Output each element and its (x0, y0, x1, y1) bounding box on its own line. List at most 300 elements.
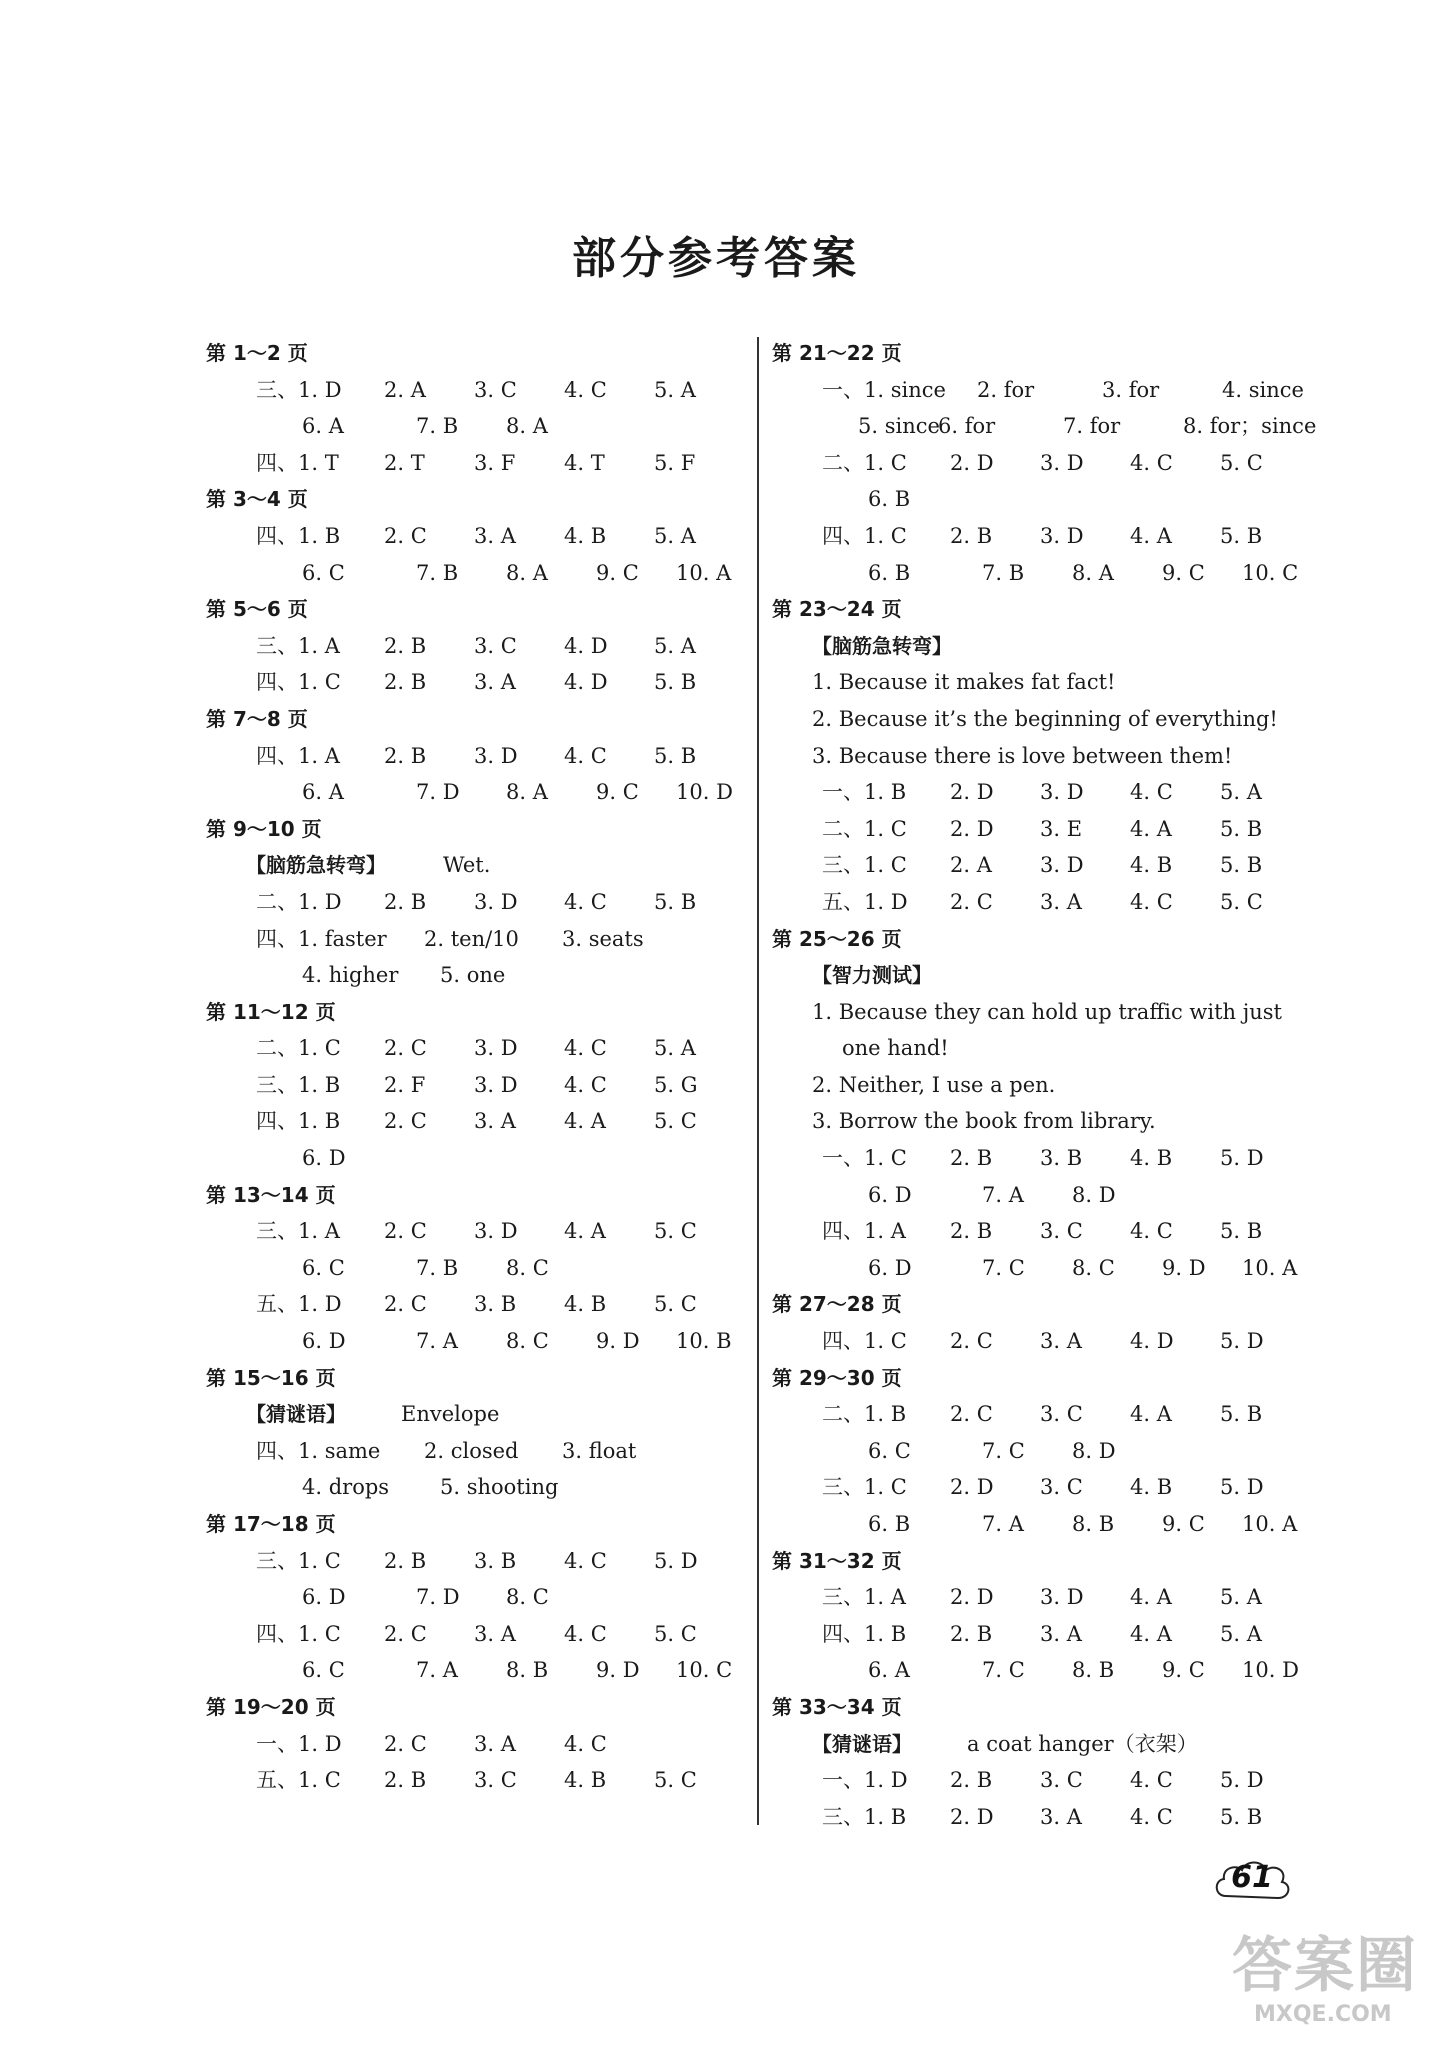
answer-cell: 6. D (868, 1255, 912, 1280)
answer-cell: 三、1. A (256, 633, 340, 658)
answer-cell: 2. C (384, 1219, 427, 1244)
answer-row (772, 1396, 1332, 1433)
answer-cell: 7. A (982, 1512, 1024, 1536)
answer-cell: 3. A (1040, 1329, 1082, 1354)
answer-cell: 3. D (1040, 450, 1084, 475)
answer-cell: 7. C (982, 1658, 1025, 1683)
page-number: 61 (1231, 1860, 1273, 1895)
answer-cell: 3. C (1040, 1768, 1083, 1793)
answer-cell: 二、1. C (822, 816, 907, 841)
answer-row (206, 628, 746, 665)
answer-cell: 四、1. B (256, 523, 341, 548)
answer-cell: 一、1. since (822, 377, 946, 402)
answer-row-continued (206, 1579, 746, 1616)
answer-cell: 4. C (564, 743, 607, 768)
answer-cell: 三、1. B (822, 1804, 907, 1829)
answer-cell: 5. one (440, 963, 506, 988)
answer-cell: 8. C (1072, 1255, 1115, 1280)
answer-cell: 5. B (1220, 523, 1263, 548)
answer-cell: 5. B (1220, 1804, 1263, 1829)
answer-cell: 3. D (474, 1219, 518, 1244)
answer-cell: 6. D (302, 1585, 346, 1610)
answer-row-continued (772, 1177, 1332, 1214)
answer-row (772, 811, 1332, 848)
answer-sentence (772, 1067, 1332, 1104)
answer-cell: 2. D (950, 1804, 994, 1829)
answer-cell: 5. B (654, 670, 697, 695)
answer-cell: 4. C (1130, 1804, 1173, 1829)
page-range-heading: 第 9～10 页 (206, 816, 322, 841)
puzzle-note (772, 628, 1332, 665)
answer-cell: 2. D (950, 450, 994, 475)
answer-row (206, 1616, 746, 1653)
answer-cell: 3. D (1040, 1585, 1084, 1610)
answer-cell: 9. C (1162, 560, 1205, 585)
page-title: 部分参考答案 (572, 233, 860, 284)
answer-cell: 2. B (384, 743, 427, 768)
answer-cell: 6. B (868, 487, 911, 512)
answer-cell: 5. B (1220, 853, 1263, 878)
answer-cell: 3. B (474, 1292, 517, 1317)
answer-row (206, 1067, 746, 1104)
answer-row (772, 445, 1332, 482)
left-answer-column (206, 335, 746, 1799)
answer-cell: 7. B (416, 1255, 459, 1280)
answer-row-continued (206, 408, 746, 445)
answer-cell: 3. C (474, 377, 517, 402)
answer-row-words-continued (772, 408, 1332, 445)
answer-cell: 10. A (1242, 1512, 1298, 1536)
answer-text: 3. Borrow the book from library. (812, 1109, 1156, 1134)
answer-cell: 四、1. C (256, 670, 341, 695)
answer-cell: 四、1. faster (256, 926, 387, 951)
answer-cell: 6. D (868, 1182, 912, 1207)
answer-cell: 四、1. same (256, 1438, 381, 1463)
answer-row (206, 372, 746, 409)
answer-row (772, 1799, 1332, 1836)
page-range-heading: 第 13～14 页 (206, 1182, 336, 1207)
answer-cell: 7. A (416, 1658, 458, 1683)
answer-cell: 9. D (596, 1658, 640, 1683)
answer-cell: 四、1. A (822, 1219, 906, 1244)
answer-cell: 4. C (564, 1731, 607, 1756)
answer-cell: 3. D (474, 889, 518, 914)
page-range-heading: 第 15～16 页 (206, 1365, 336, 1390)
puzzle-label: 【脑筋急转弯】 (812, 633, 952, 658)
answer-sentence (772, 701, 1332, 738)
answer-cell: 4. A (1130, 1585, 1172, 1610)
answer-cell: 三、1. A (256, 1219, 340, 1244)
answer-sentence (772, 994, 1332, 1031)
answer-cell: 3. D (1040, 853, 1084, 878)
answer-cell: 3. A (474, 1731, 516, 1756)
answer-cell: 5. C (654, 1621, 697, 1646)
answer-cell: 5. C (654, 1292, 697, 1317)
answer-text: 3. Because there is love between them! (812, 743, 1233, 768)
answer-cell: 5. F (654, 450, 696, 475)
answer-cell: 5. B (654, 889, 697, 914)
answer-cell: 3. C (1040, 1219, 1083, 1244)
answer-cell: 3. A (474, 523, 516, 548)
page-range-heading: 第 11～12 页 (206, 999, 336, 1024)
answer-cell: 10. B (676, 1329, 732, 1354)
answer-cell: 2. C (384, 1109, 427, 1134)
answer-cell: 4. C (564, 377, 607, 402)
answer-cell: 4. C (1130, 780, 1173, 805)
answer-cell: 4. A (1130, 816, 1172, 841)
right-answer-column (772, 335, 1332, 1835)
puzzle-label: 【猜谜语】 (812, 1731, 912, 1756)
answer-cell: 7. A (982, 1182, 1024, 1207)
answer-cell: 3. D (474, 743, 518, 768)
answer-cell: 5. C (654, 1219, 697, 1244)
answer-cell: 6. C (302, 560, 345, 585)
answer-cell: 三、1. C (256, 1548, 341, 1573)
answer-cell: 4. D (564, 633, 608, 658)
answer-cell: 7. B (416, 414, 459, 439)
answer-cell: 二、1. D (256, 889, 342, 914)
answer-cell: 5. D (654, 1548, 698, 1573)
answer-row (772, 774, 1332, 811)
answer-cell: 4. B (1130, 1475, 1173, 1500)
answer-cell: 2. C (950, 889, 993, 914)
answer-cell: 2. A (950, 853, 992, 878)
answer-cell: 7. A (416, 1329, 458, 1354)
answer-cell: 5. D (1220, 1146, 1264, 1171)
answer-row (772, 1323, 1332, 1360)
answer-text: 1. Because it makes fat fact! (812, 670, 1116, 695)
answer-cell: 3. D (1040, 523, 1084, 548)
answer-cell: 8. D (1072, 1182, 1116, 1207)
answer-cell: 三、1. D (256, 377, 342, 402)
answer-text: 2. Because it’s the beginning of everything! (812, 706, 1278, 731)
answer-cell: 7. B (982, 560, 1025, 585)
answer-cell: 2. B (384, 670, 427, 695)
answer-row (206, 1030, 746, 1067)
puzzle-answer: Wet. (443, 853, 491, 878)
answer-cell: 2. B (950, 1146, 993, 1171)
page-range-heading: 第 7～8 页 (206, 706, 308, 731)
answer-cell: 2. B (384, 633, 427, 658)
answer-cell: 3. B (1040, 1146, 1083, 1171)
page-range-heading: 第 5～6 页 (206, 597, 308, 622)
answer-cell: 10. D (1242, 1658, 1299, 1683)
answer-cell: 4. B (1130, 853, 1173, 878)
answer-row-continued (772, 555, 1332, 592)
answer-cell: 2. F (384, 1072, 426, 1097)
answer-cell: 一、1. D (822, 1768, 908, 1793)
answer-cell: 二、1. C (256, 1036, 341, 1061)
answer-row-continued (772, 481, 1332, 518)
answer-row (772, 1762, 1332, 1799)
answer-cell: 6. D (302, 1329, 346, 1354)
answer-cell: 5. A (654, 377, 696, 402)
answer-cell: 7. D (416, 780, 460, 805)
answer-cell: 4. A (564, 1109, 606, 1134)
answer-cell: 6. B (868, 560, 911, 585)
answer-cell: 5. D (1220, 1329, 1264, 1354)
answer-cell: 一、1. D (256, 1731, 342, 1756)
page-range-heading: 第 27～28 页 (772, 1292, 902, 1317)
answer-cell: 3. for (1102, 377, 1160, 402)
answer-cell: 2. C (384, 1036, 427, 1061)
answer-cell: 2. D (950, 780, 994, 805)
answer-row-continued (772, 1433, 1332, 1470)
answer-cell: 3. seats (562, 926, 644, 951)
answer-cell: 四、1. C (822, 523, 907, 548)
answer-cell: 5. since (858, 414, 940, 439)
answer-row-continued (206, 1323, 746, 1360)
page-range-heading: 第 3～4 页 (206, 487, 308, 512)
puzzle-answer: Envelope (401, 1402, 500, 1427)
answer-cell: 2. B (384, 889, 427, 914)
answer-row (772, 1579, 1332, 1616)
answer-cell: 4. C (1130, 450, 1173, 475)
answer-cell: 3. float (562, 1438, 637, 1463)
answer-cell: 五、1. C (256, 1768, 341, 1793)
answer-cell: 4. C (564, 1548, 607, 1573)
answer-cell: 2. A (384, 377, 426, 402)
answer-cell: 9. C (596, 560, 639, 585)
page-range-heading: 第 21～22 页 (772, 341, 902, 365)
answer-cell: 4. B (564, 1292, 607, 1317)
answer-cell: 9. C (596, 780, 639, 805)
answer-cell: 5. D (1220, 1475, 1264, 1500)
answer-sentence-continued (772, 1030, 1332, 1067)
answer-cell: 8. B (506, 1658, 549, 1683)
answer-cell: 6. A (302, 780, 344, 805)
answer-cell: 二、1. B (822, 1402, 907, 1427)
answer-cell: 2. D (950, 816, 994, 841)
answer-cell: 3. C (1040, 1402, 1083, 1427)
answer-cell: 4. B (564, 523, 607, 548)
answer-cell: 5. C (1220, 450, 1263, 475)
answer-cell: 9. C (1162, 1512, 1205, 1536)
answer-cell: 3. D (474, 1036, 518, 1061)
answer-cell: 2. C (950, 1402, 993, 1427)
answer-cell: 5. shooting (440, 1475, 559, 1500)
answer-cell: 2. D (950, 1475, 994, 1500)
answer-row (206, 1213, 746, 1250)
answer-cell: 3. D (1040, 780, 1084, 805)
page-range-heading: 第 33～34 页 (772, 1694, 902, 1719)
answer-cell: 8. A (506, 414, 548, 439)
answer-cell: 4. C (564, 1621, 607, 1646)
answer-cell: 4. C (564, 1036, 607, 1061)
answer-cell: 一、1. B (822, 780, 907, 805)
answer-row-continued (206, 555, 746, 592)
answer-cell: 三、1. B (256, 1072, 341, 1097)
answer-row-continued (206, 1140, 746, 1177)
answer-cell: 6. C (868, 1438, 911, 1463)
page-range-heading: 第 19～20 页 (206, 1694, 336, 1719)
answer-sentence (772, 664, 1332, 701)
answer-cell: 2. ten/10 (424, 926, 519, 951)
answer-cell: 4. since (1222, 377, 1304, 402)
answer-cell: 4. C (1130, 1219, 1173, 1244)
answer-cell: 5. A (1220, 780, 1262, 805)
puzzle-note (772, 1726, 1332, 1763)
answer-cell: 3. D (474, 1072, 518, 1097)
answer-cell: 7. for (1063, 414, 1121, 439)
answer-cell: 8. A (1072, 560, 1114, 585)
answer-cell: 4. A (1130, 523, 1172, 548)
answer-cell: 9. C (1162, 1658, 1205, 1683)
puzzle-note (206, 1396, 746, 1433)
answer-row (772, 847, 1332, 884)
answer-row-words (206, 1433, 746, 1470)
answer-row-words (206, 921, 746, 958)
answer-row (206, 884, 746, 921)
puzzle-label: 【智力测试】 (812, 963, 932, 988)
answer-cell: 8. C (506, 1329, 549, 1354)
answer-cell: 5. B (1220, 1402, 1263, 1427)
answer-cell: 3. A (1040, 1804, 1082, 1829)
puzzle-answer: a coat hanger（衣架） (967, 1731, 1198, 1756)
answer-cell: 2. D (950, 1585, 994, 1610)
watermark-url: MXQE.COM (1254, 2002, 1392, 2027)
page-range-heading: 第 31～32 页 (772, 1548, 902, 1573)
answer-cell: 10. A (1242, 1255, 1298, 1280)
answer-cell: 一、1. C (822, 1146, 907, 1171)
answer-cell: 4. C (1130, 1768, 1173, 1793)
answer-cell: 4. C (564, 889, 607, 914)
answer-cell: 3. A (474, 1109, 516, 1134)
answer-cell: 5. C (654, 1768, 697, 1793)
answer-cell: 四、1. B (822, 1621, 907, 1646)
puzzle-note (206, 847, 746, 884)
answer-cell: 4. D (564, 670, 608, 695)
answer-cell: 8. for；since (1183, 414, 1317, 439)
answer-row (772, 518, 1332, 555)
answer-cell: 4. A (1130, 1621, 1172, 1646)
answer-row (772, 1213, 1332, 1250)
answer-cell: 4. drops (302, 1475, 390, 1500)
answer-cell: 5. A (654, 1036, 696, 1061)
answer-cell: 四、1. B (256, 1109, 341, 1134)
answer-cell: 5. A (1220, 1585, 1262, 1610)
answer-cell: 2. C (384, 1731, 427, 1756)
answer-cell: 6. C (302, 1658, 345, 1683)
answer-cell: 2. C (950, 1329, 993, 1354)
page-range-heading: 第 1～2 页 (206, 341, 308, 365)
answer-row (206, 1762, 746, 1799)
answer-cell: 4. higher (302, 963, 399, 988)
answer-cell: 8. D (1072, 1438, 1116, 1463)
answer-row (206, 1543, 746, 1580)
answer-cell: 6. D (302, 1146, 346, 1171)
answer-cell: 四、1. T (256, 450, 339, 475)
answer-cell: 8. C (506, 1255, 549, 1280)
answer-cell: 5. A (654, 523, 696, 548)
answer-cell: 4. A (564, 1219, 606, 1244)
answer-row-words (772, 372, 1332, 409)
answer-cell: 6. C (302, 1255, 345, 1280)
answer-cell: 2. closed (424, 1438, 519, 1463)
answer-cell: 10. C (676, 1658, 733, 1683)
answer-row (772, 1616, 1332, 1653)
answer-cell: 7. B (416, 560, 459, 585)
answer-cell: 2. B (384, 1548, 427, 1573)
answer-cell: 四、1. C (256, 1621, 341, 1646)
answer-cell: 3. F (474, 450, 516, 475)
answer-cell: 4. C (1130, 889, 1173, 914)
watermark-logo-text: 答案圈 (1232, 1931, 1418, 2001)
answer-text: one hand! (842, 1036, 949, 1061)
answer-cell: 8. A (506, 780, 548, 805)
answer-cell: 3. A (474, 670, 516, 695)
answer-cell: 2. B (384, 1768, 427, 1793)
page-range-heading: 第 29～30 页 (772, 1365, 902, 1390)
answer-cell: 4. D (1130, 1329, 1174, 1354)
answer-cell: 5. B (654, 743, 697, 768)
answer-cell: 五、1. D (822, 889, 908, 914)
answer-row (206, 1103, 746, 1140)
answer-cell: 8. C (506, 1585, 549, 1610)
answer-row (206, 664, 746, 701)
answer-cell: 6. A (302, 414, 344, 439)
answer-cell: 四、1. A (256, 743, 340, 768)
puzzle-label: 【猜谜语】 (246, 1402, 346, 1427)
answer-cell: 6. for (938, 414, 996, 439)
page-range-heading: 第 17～18 页 (206, 1512, 336, 1536)
answer-cell: 5. B (1220, 816, 1263, 841)
answer-cell: 三、1. C (822, 853, 907, 878)
answer-row (772, 884, 1332, 921)
answer-cell: 二、1. C (822, 450, 907, 475)
answer-cell: 5. A (654, 633, 696, 658)
puzzle-label: 【脑筋急转弯】 (246, 853, 386, 878)
answer-row (206, 1286, 746, 1323)
answer-cell: 4. B (564, 1768, 607, 1793)
answer-row (206, 445, 746, 482)
answer-cell: 5. D (1220, 1768, 1264, 1793)
answer-cell: 4. C (564, 1072, 607, 1097)
answer-cell: 5. B (1220, 1219, 1263, 1244)
answer-cell: 五、1. D (256, 1292, 342, 1317)
page-number-badge (1212, 1852, 1292, 1908)
answer-cell: 4. A (1130, 1402, 1172, 1427)
answer-cell: 5. C (654, 1109, 697, 1134)
answer-cell: 4. T (564, 450, 605, 475)
answer-text: 1. Because they can hold up traffic with just (812, 999, 1282, 1024)
answer-row (206, 1726, 746, 1763)
answer-sentence (772, 738, 1332, 775)
answer-cell: 8. B (1072, 1658, 1115, 1683)
answer-row-continued (772, 1506, 1332, 1543)
page-range-heading: 第 23～24 页 (772, 597, 902, 622)
answer-cell: 10. C (1242, 560, 1299, 585)
answer-cell: 四、1. C (822, 1329, 907, 1354)
answer-cell: 7. C (982, 1438, 1025, 1463)
answer-text: 2. Neither, I use a pen. (812, 1072, 1056, 1097)
answer-cell: 10. D (676, 780, 733, 805)
answer-cell: 6. B (868, 1512, 911, 1536)
answer-cell: 8. A (506, 560, 548, 585)
answer-cell: 7. C (982, 1255, 1025, 1280)
answer-cell: 6. A (868, 1658, 910, 1683)
answer-cell: 2. C (384, 1292, 427, 1317)
page-range-heading: 第 25～26 页 (772, 926, 902, 951)
answer-cell: 9. D (1162, 1255, 1206, 1280)
answer-cell: 7. D (416, 1585, 460, 1610)
answer-cell: 3. A (1040, 889, 1082, 914)
answer-cell: 2. B (950, 1219, 993, 1244)
answer-cell: 5. A (1220, 1621, 1262, 1646)
answer-cell: 2. B (950, 1621, 993, 1646)
answer-cell: 2. B (950, 523, 993, 548)
answer-row-continued (206, 1250, 746, 1287)
